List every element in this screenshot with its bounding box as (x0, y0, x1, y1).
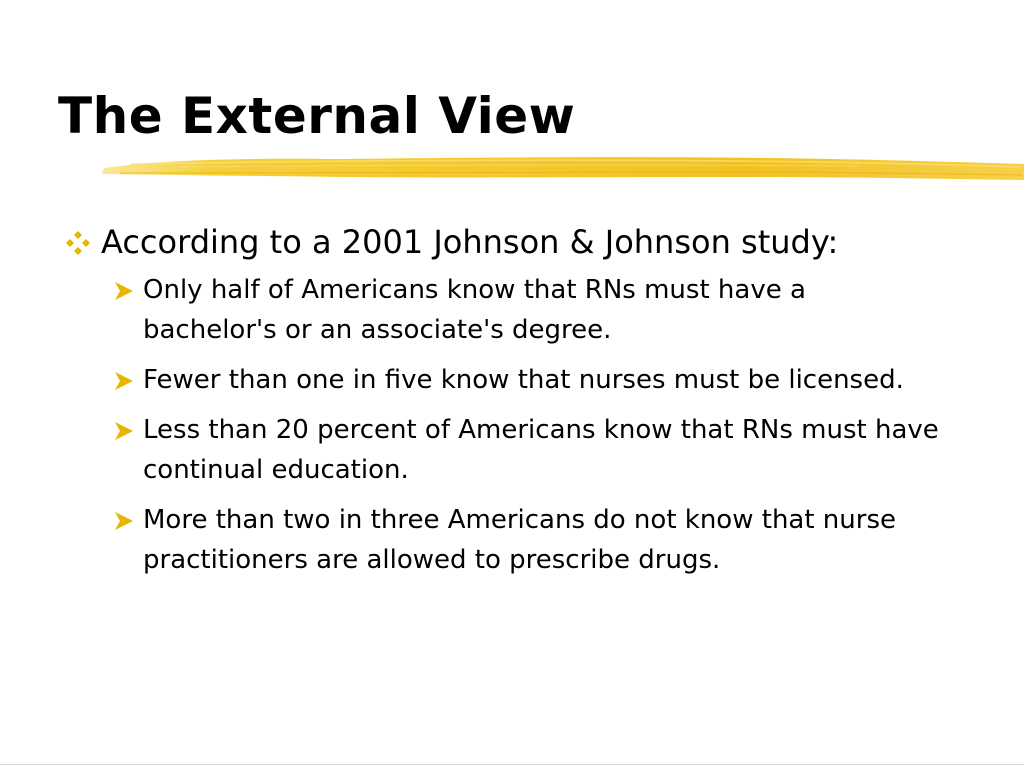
arrowhead-icon (113, 511, 135, 531)
sub-bullet-text: Only half of Americans know that RNs must have a bachelor's or an associate's degree. (143, 275, 806, 345)
slide-title: The External View (58, 87, 576, 145)
diamond-quad-icon (65, 230, 91, 256)
sub-bullet-item (113, 500, 943, 580)
main-bullet-item (64, 220, 964, 264)
bullet-list (64, 220, 964, 590)
title-brush-stroke (100, 146, 1024, 190)
arrowhead-icon (113, 421, 135, 441)
sub-bullet-text: More than two in three Americans do not know that nurse practitioners are allowed to prescribe drugs. (143, 505, 896, 575)
sub-bullet-list (113, 270, 964, 580)
sub-bullet-item (113, 360, 943, 400)
sub-bullet-text: Less than 20 percent of Americans know that RNs must have continual education. (143, 415, 939, 485)
arrowhead-icon (113, 281, 135, 301)
bottom-divider (0, 764, 1024, 765)
sub-bullet-item (113, 270, 943, 350)
sub-bullet-text: Fewer than one in five know that nurses must be licensed. (143, 365, 904, 395)
main-bullet-text: According to a 2001 Johnson & Johnson study: (101, 223, 839, 261)
arrowhead-icon (113, 371, 135, 391)
sub-bullet-item (113, 410, 943, 490)
